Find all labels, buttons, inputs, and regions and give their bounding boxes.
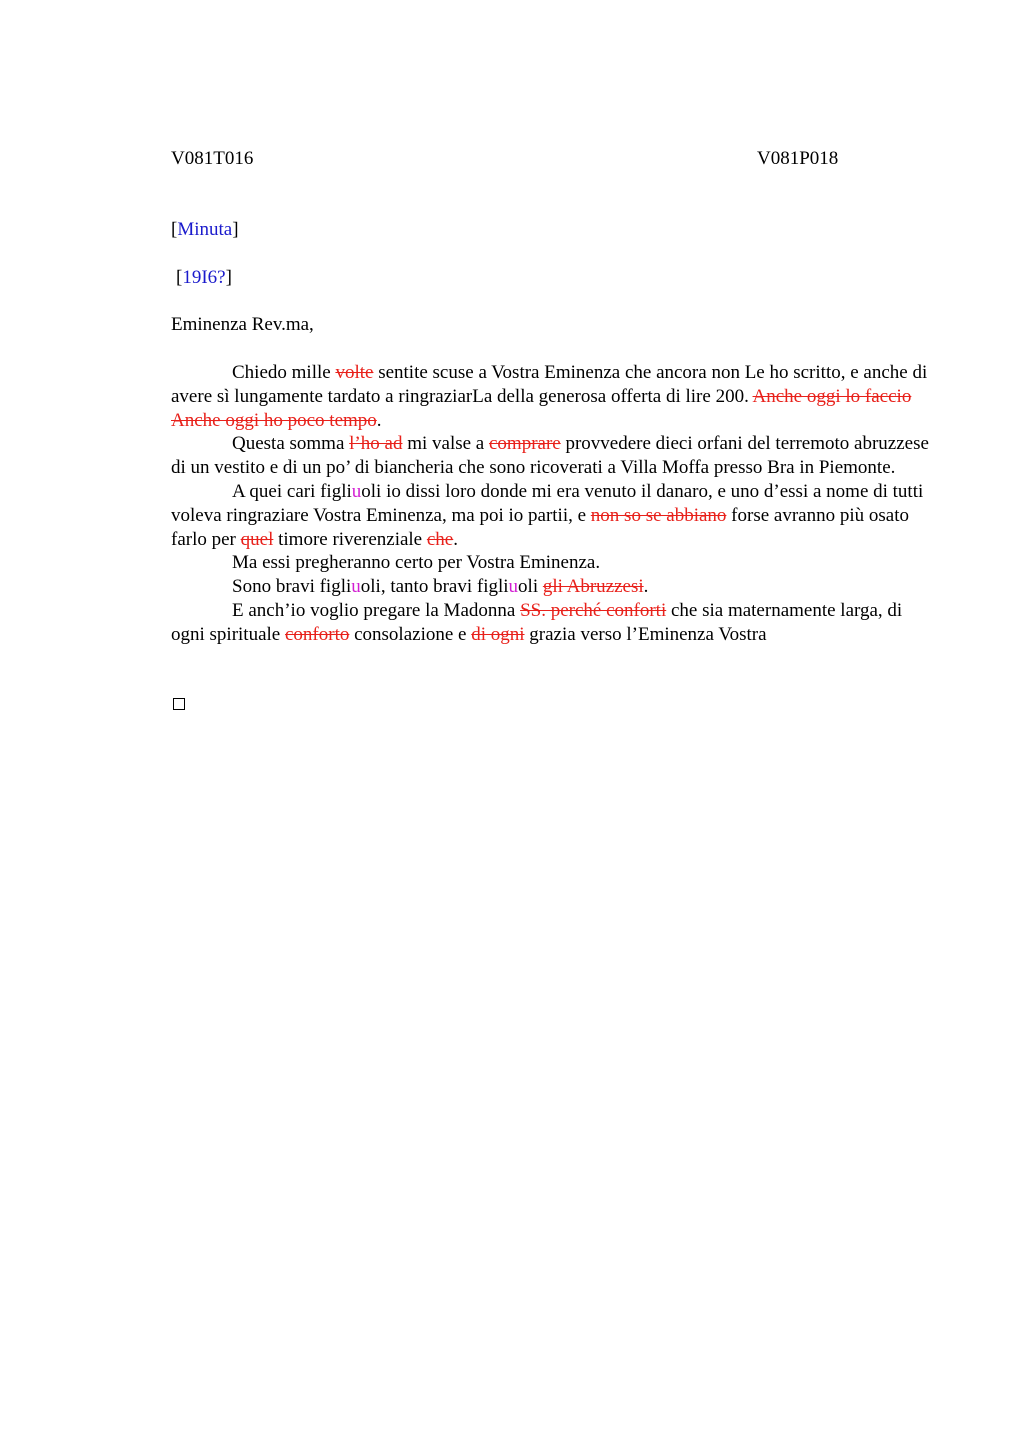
document-code-left: V081T016 xyxy=(171,148,254,169)
deleted-text: gli Abruzzesi xyxy=(542,576,644,598)
text-run: che sia maternamente larga, di ogni spirituale xyxy=(171,599,903,645)
inserted-text: u xyxy=(351,576,361,598)
deleted-text: l’ho ad xyxy=(349,433,403,455)
date-label: 19I6? xyxy=(182,267,226,288)
text-run: provvedere dieci orfani del terremoto abruzzese di un vestito e di un po’ di biancheria che sono ricoverati a Villa Moffa presso Bra in Piemonte. xyxy=(171,433,929,479)
deleted-text: volte xyxy=(335,362,374,383)
paragraph-5 xyxy=(171,575,931,599)
salutation: Eminenza Rev.ma, xyxy=(171,314,314,335)
text-run: Chiedo mille xyxy=(232,362,336,383)
bracket-close: ] xyxy=(232,219,239,240)
date-tag xyxy=(176,266,232,290)
deleted-text: conforto xyxy=(284,623,350,645)
text-run: E anch’io voglio pregare la Madonna xyxy=(232,599,521,621)
text-run: . xyxy=(376,409,382,431)
deleted-text: Anche oggi lo faccio Anche oggi ho poco tempo xyxy=(171,385,912,431)
text-run: consolazione e xyxy=(349,623,472,645)
bracket-open: [ xyxy=(171,219,178,240)
minuta-tag xyxy=(171,218,239,242)
paragraph-1 xyxy=(171,361,931,432)
deleted-text: non so se abbiano xyxy=(590,504,727,526)
deleted-text: SS. perché conforti xyxy=(520,599,667,621)
deleted-text: comprare xyxy=(488,433,561,455)
letter-body xyxy=(171,361,931,647)
deleted-text: che xyxy=(426,528,454,550)
text-run: oli io dissi loro donde mi era venuto il danaro, e uno d’essi a nome di tutti voleva ringraziare Vostra Eminenza, ma poi io partii, e xyxy=(171,480,924,526)
text-run: . xyxy=(453,528,458,550)
text-run: oli xyxy=(518,576,543,598)
text-run: Questa somma xyxy=(232,433,350,455)
deleted-text: quel xyxy=(240,528,274,550)
bracket-close: ] xyxy=(225,267,232,288)
text-run: . xyxy=(643,576,649,598)
inserted-text: u xyxy=(508,576,519,598)
paragraph-4 xyxy=(171,551,931,575)
text-run: Sono bravi figli xyxy=(232,576,352,598)
inserted-text: u xyxy=(351,480,362,502)
text-run: Ma essi pregheranno certo per Vostra Eminenza. xyxy=(232,552,601,574)
minuta-label: Minuta xyxy=(177,219,233,240)
document-code-right: V081P018 xyxy=(757,148,839,169)
text-run: sentite scuse a Vostra Eminenza che ancora non Le ho scritto, e anche di avere sì lungamente tardato a ringraziarLa della generosa offerta di lire 200. xyxy=(171,362,928,407)
end-of-text-box-icon xyxy=(173,698,185,710)
deleted-text: di ogni xyxy=(471,623,525,645)
text-run: timore riverenziale xyxy=(273,528,427,550)
paragraph-2 xyxy=(171,432,931,480)
text-run: grazia verso l’Eminenza Vostra xyxy=(524,623,767,645)
paragraph-3 xyxy=(171,480,931,551)
text-run: mi valse a xyxy=(402,433,489,455)
bracket-open: [ xyxy=(176,267,183,288)
text-run: forse avranno più osato farlo per xyxy=(171,504,909,550)
text-run: A quei cari figli xyxy=(232,480,352,502)
paragraph-6 xyxy=(171,599,931,647)
text-run: oli, tanto bravi figli xyxy=(360,576,509,598)
